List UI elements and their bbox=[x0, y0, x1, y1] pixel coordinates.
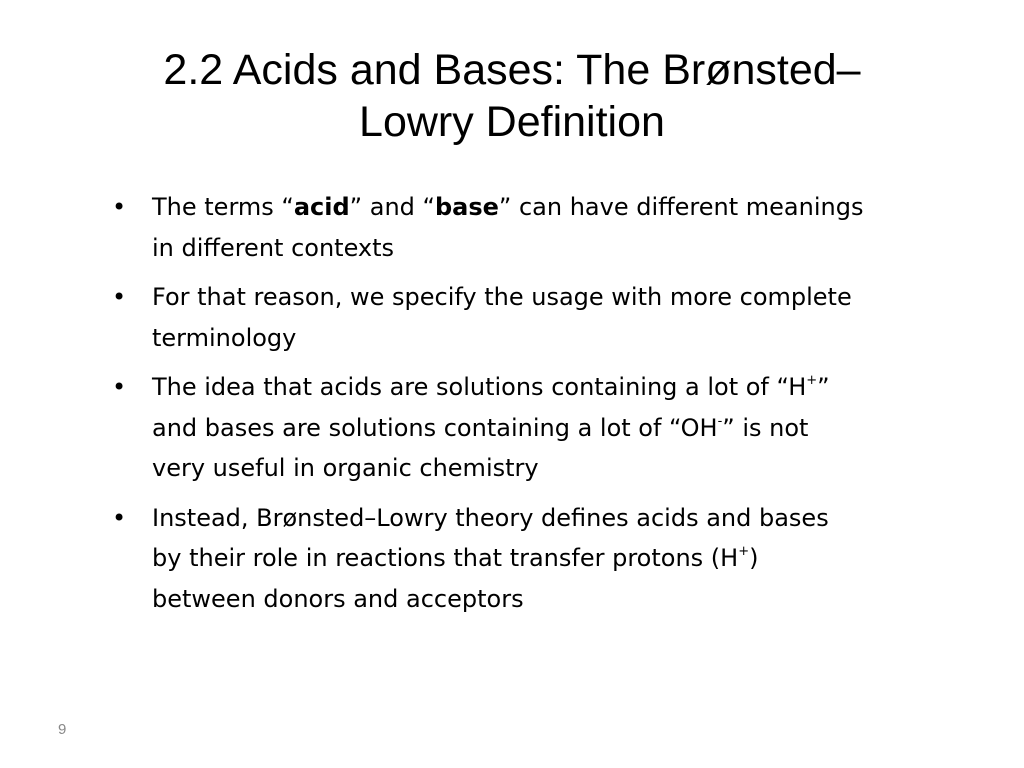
bullet-item-4 bbox=[112, 498, 962, 620]
bullet-4-line-3: between donors and acceptors bbox=[152, 584, 524, 613]
bullet-4-line-2: by their role in reactions that transfer protons (H+) bbox=[152, 544, 759, 572]
slide-title-line-2: Lowry Definition bbox=[359, 98, 665, 146]
superscript-minus: - bbox=[717, 413, 723, 429]
bullet-dot: • bbox=[112, 283, 127, 311]
bullet-item-3 bbox=[112, 367, 962, 489]
page-number: 9 bbox=[58, 721, 67, 738]
term-base: base bbox=[434, 193, 499, 221]
bullet-dot: • bbox=[112, 193, 127, 221]
bullet-list bbox=[112, 187, 962, 628]
superscript-plus: + bbox=[738, 544, 750, 559]
bullet-3-line-2: and bases are solutions containing a lot of “OH-” is not bbox=[152, 413, 809, 442]
bullet-dot: • bbox=[112, 373, 127, 401]
superscript-plus: + bbox=[806, 373, 818, 388]
bullet-item-2 bbox=[112, 277, 962, 358]
slide-title bbox=[80, 44, 944, 148]
slide-title-line-1: 2.2 Acids and Bases: The Brønsted– bbox=[163, 46, 861, 94]
bullet-1-line-2: in different contexts bbox=[152, 233, 395, 262]
bullet-dot: • bbox=[112, 503, 127, 532]
bullet-item-1 bbox=[112, 187, 962, 268]
term-acid: acid bbox=[293, 193, 350, 221]
bullet-2-line-1: For that reason, we specify the usage with more complete bbox=[152, 283, 852, 311]
bullet-1-line-1: The terms “acid” and “base” can have different meanings bbox=[152, 193, 864, 221]
bullet-4-line-1: Instead, Brønsted–Lowry theory defines acids and bases bbox=[152, 503, 829, 532]
bullet-3-line-3: very useful in organic chemistry bbox=[152, 454, 539, 482]
bullet-3-line-1: The idea that acids are solutions containing a lot of “H+” bbox=[152, 373, 830, 401]
bullet-2-line-2: terminology bbox=[152, 323, 297, 352]
